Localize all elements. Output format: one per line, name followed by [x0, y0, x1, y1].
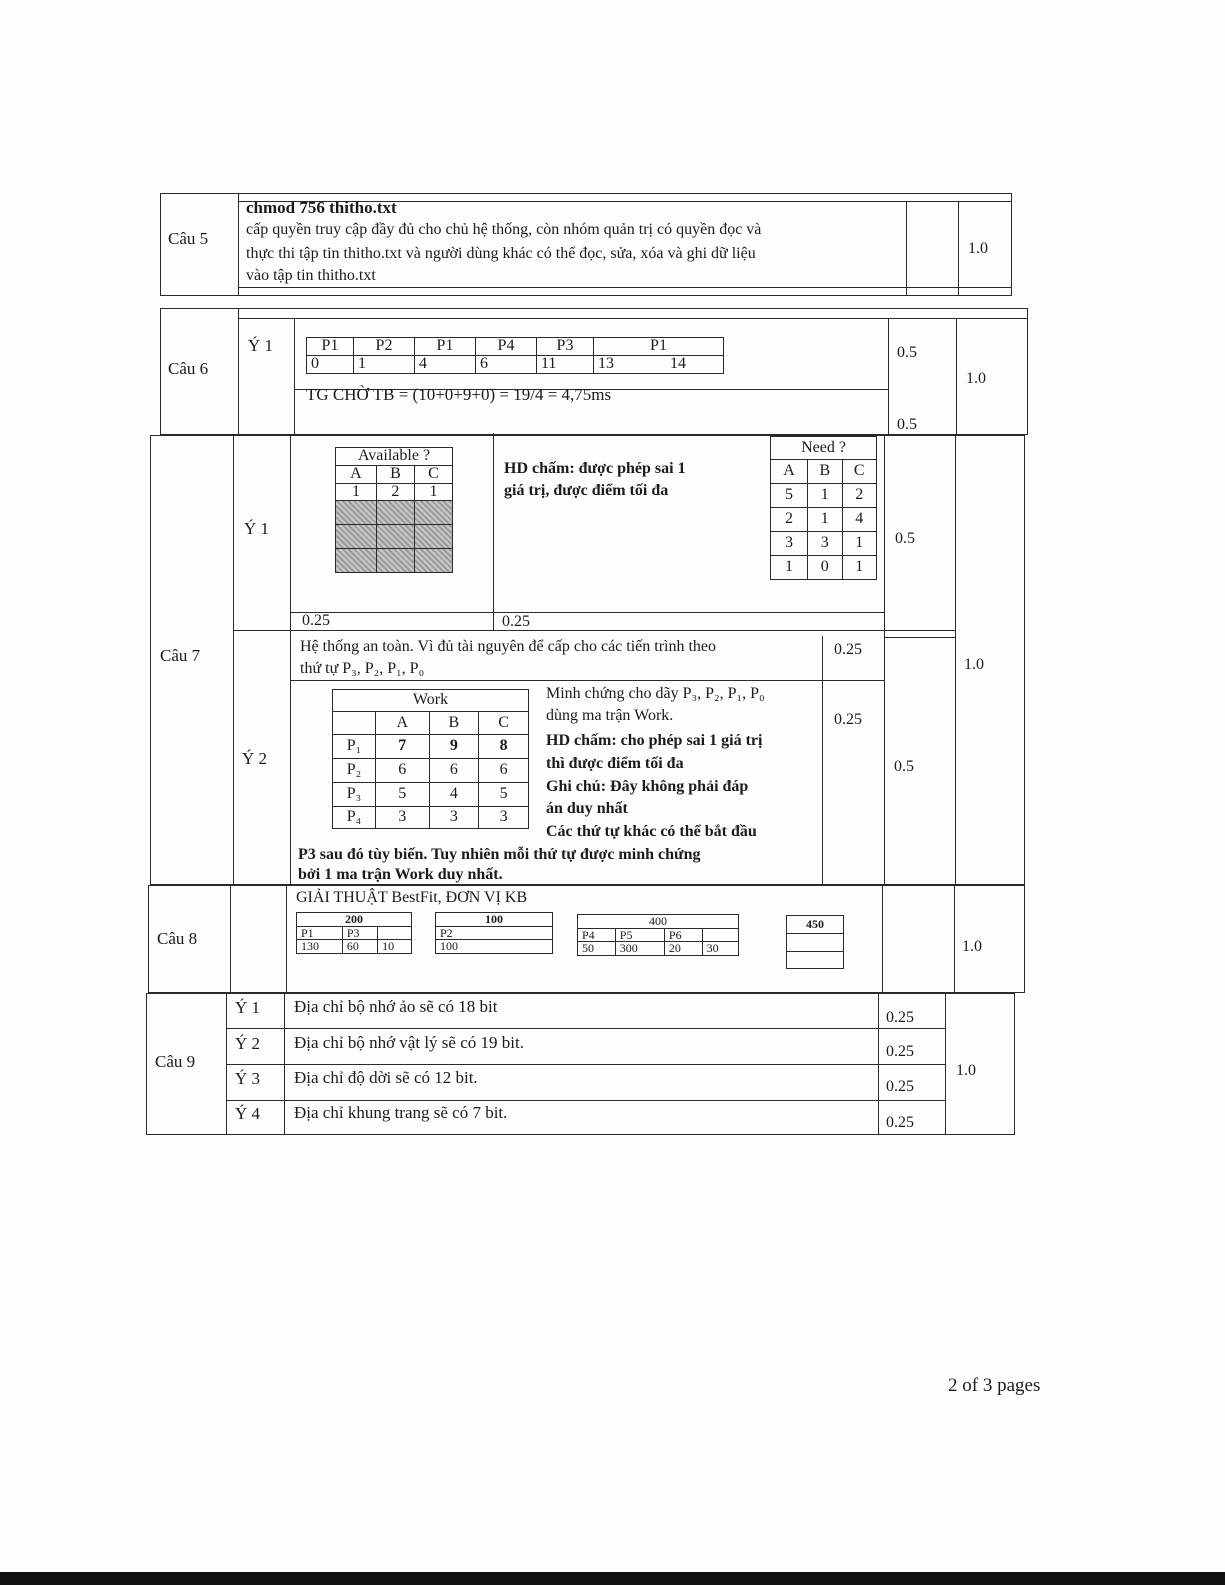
- q7-hd-line1: HD chấm: được phép sai 1: [504, 460, 686, 477]
- need-cell: 4: [842, 508, 877, 532]
- q7-score-a: 0.25: [302, 612, 330, 629]
- q5-command: chmod 756 thitho.txt: [246, 198, 397, 217]
- need-head: C: [842, 460, 877, 484]
- q7-label: Câu 7: [160, 646, 201, 665]
- block-proc: P5: [615, 928, 664, 942]
- work-proc: P₂: [333, 759, 376, 783]
- memory-block-100: [435, 912, 553, 954]
- need-cell: 0: [808, 556, 842, 580]
- block-val: 130: [297, 940, 343, 954]
- gantt-time: 13: [598, 354, 614, 372]
- block-proc: P3: [342, 926, 377, 940]
- gantt-proc: P3: [537, 338, 594, 356]
- q9-text: Địa chỉ bộ nhớ ảo sẽ có 18 bit: [294, 997, 498, 1016]
- q9-text: Địa chỉ độ dời sẽ có 12 bit.: [294, 1068, 478, 1087]
- q7-safe-line1: Hệ thống an toàn. Vì đủ tài nguyên để cấp cho các tiến trình theo: [300, 638, 717, 655]
- need-cell: 5: [771, 484, 808, 508]
- gantt-proc: P4: [476, 338, 537, 356]
- q7-proof-line1: Minh chứng cho dãy P₃, P₂, P₁, P₀: [546, 685, 765, 702]
- q7-sub2: Ý 2: [242, 749, 268, 768]
- need-head: A: [771, 460, 808, 484]
- q6-score1: 0.5: [897, 344, 917, 361]
- work-cell: 5: [376, 783, 430, 807]
- block-size: 400: [578, 915, 739, 929]
- block-size: 200: [297, 913, 412, 927]
- work-cell: 3: [479, 807, 529, 829]
- q7-total: 1.0: [964, 656, 984, 673]
- need-title: Need ?: [771, 437, 877, 460]
- block-size: 100: [436, 913, 553, 927]
- block-proc: P1: [297, 926, 343, 940]
- q7-score-y1: 0.5: [895, 530, 915, 547]
- q9-sub: Ý 1: [235, 998, 261, 1017]
- work-cell: 5: [479, 783, 529, 807]
- gantt-proc: P1: [594, 338, 724, 356]
- block-val: 30: [702, 942, 738, 956]
- block-val: 300: [615, 942, 664, 956]
- q9-sub: Ý 2: [235, 1034, 261, 1053]
- work-cell: 9: [429, 735, 479, 759]
- memory-block-200: [296, 912, 412, 954]
- available-cell: 1: [414, 483, 452, 501]
- gantt-time: 0: [307, 355, 354, 373]
- q5-answer-line3: vào tập tin thitho.txt: [246, 267, 376, 284]
- block-proc: P4: [578, 928, 616, 942]
- available-head: A: [336, 465, 377, 483]
- q7-hd-line2: giá trị, được điểm tối đa: [504, 482, 669, 499]
- work-cell: 3: [429, 807, 479, 829]
- block-proc: P6: [664, 928, 702, 942]
- gantt-time: 11: [537, 355, 594, 373]
- work-cell: 7: [376, 735, 430, 759]
- memory-block-400: [577, 914, 739, 956]
- q7-score-safe: 0.25: [834, 641, 862, 658]
- work-proc: P₁: [333, 735, 376, 759]
- need-cell: 3: [771, 532, 808, 556]
- available-head: C: [414, 465, 452, 483]
- gantt-proc: P1: [307, 338, 354, 356]
- work-cell: 6: [479, 759, 529, 783]
- need-cell: 1: [842, 532, 877, 556]
- gantt-time: 14: [670, 354, 686, 372]
- gantt-proc: P2: [354, 338, 415, 356]
- memory-block-450: [786, 915, 844, 969]
- q5-label: Câu 5: [168, 229, 209, 248]
- block-val: 60: [342, 940, 377, 954]
- q6-total: 1.0: [966, 370, 986, 387]
- available-table: [335, 447, 453, 573]
- work-title: Work: [333, 690, 529, 712]
- scan-edge: [0, 1572, 1225, 1585]
- q9-sub: Ý 4: [235, 1104, 261, 1123]
- q7-hd-line4: thì được điểm tối đa: [546, 755, 684, 772]
- available-head: B: [376, 465, 414, 483]
- available-title: Available ?: [336, 448, 453, 466]
- page-number: 2 of 3 pages: [948, 1375, 1041, 1396]
- gantt-time: 4: [415, 355, 476, 373]
- q6-score2: 0.5: [897, 416, 917, 433]
- q9-total: 1.0: [956, 1062, 976, 1079]
- available-cell: 2: [376, 483, 414, 501]
- block-val: 20: [664, 942, 702, 956]
- q9-text: Địa chỉ khung trang sẽ có 7 bit.: [294, 1103, 508, 1122]
- gantt-proc: P1: [415, 338, 476, 356]
- q9-label: Câu 9: [155, 1052, 196, 1071]
- block-val: 10: [378, 940, 412, 954]
- q5-answer-line2: thực thi tập tin thitho.txt và người dùng khác có thể đọc, sửa, xóa và ghi dữ liệu: [246, 245, 756, 262]
- gantt-time: 1: [354, 355, 415, 373]
- q7-hd-line3: HD chấm: cho phép sai 1 giá trị: [546, 732, 763, 749]
- gantt-time: 6: [476, 355, 537, 373]
- q6-label: Câu 6: [168, 359, 209, 378]
- work-head: A: [376, 712, 430, 735]
- block-proc: [378, 926, 412, 940]
- q9-text: Địa chỉ bộ nhớ vật lý sẽ có 19 bit.: [294, 1033, 524, 1052]
- work-head: B: [429, 712, 479, 735]
- block-proc: P2: [436, 926, 553, 940]
- work-cell: 4: [429, 783, 479, 807]
- need-cell: 1: [808, 484, 842, 508]
- block-size: 450: [787, 916, 844, 934]
- available-cell: 1: [336, 483, 377, 501]
- q7-score-work: 0.25: [834, 711, 862, 728]
- work-cell: 6: [376, 759, 430, 783]
- need-table: [770, 436, 877, 580]
- q8-total: 1.0: [962, 938, 982, 955]
- need-cell: 1: [842, 556, 877, 580]
- need-cell: 2: [842, 484, 877, 508]
- work-proc: P₄: [333, 807, 376, 829]
- q9-sub: Ý 3: [235, 1069, 261, 1088]
- need-cell: 2: [771, 508, 808, 532]
- q9-score: 0.25: [886, 1009, 914, 1026]
- q9-score: 0.25: [886, 1114, 914, 1131]
- q7-note-line3: Các thứ tự khác có thể bắt đầu: [546, 823, 757, 840]
- block-proc: [702, 928, 738, 942]
- need-cell: 3: [808, 532, 842, 556]
- work-cell: 3: [376, 807, 430, 829]
- q6-sub: Ý 1: [248, 336, 274, 355]
- q5-answer-line1: cấp quyền truy cập đầy đủ cho chủ hệ thống, còn nhóm quản trị có quyền đọc và: [246, 221, 762, 238]
- q8-label: Câu 8: [157, 929, 198, 948]
- q9-score: 0.25: [886, 1078, 914, 1095]
- q5-total: 1.0: [968, 240, 988, 257]
- work-table: [332, 689, 529, 829]
- need-cell: 1: [771, 556, 808, 580]
- q7-sub1: Ý 1: [244, 519, 270, 538]
- need-head: B: [808, 460, 842, 484]
- q7-note-line1: Ghi chú: Đây không phải đáp: [546, 778, 749, 795]
- q7-note-line2: án duy nhất: [546, 800, 628, 817]
- q6-formula: TG CHỜ TB = (10+0+9+0) = 19/4 = 4,75ms: [306, 385, 612, 404]
- q7-score-y2: 0.5: [894, 758, 914, 775]
- q7-score-b: 0.25: [502, 613, 530, 630]
- q7-note-line4: P3 sau đó tùy biến. Tuy nhiên mỗi thứ tự được minh chứng: [298, 846, 701, 863]
- block-val: 50: [578, 942, 616, 956]
- q7-safe-line2: thứ tự P₃, P₂, P₁, P₀: [300, 660, 425, 677]
- gantt-chart: [306, 337, 724, 374]
- block-val: 100: [436, 940, 553, 954]
- q9-score: 0.25: [886, 1043, 914, 1060]
- q7-note-line5: bởi 1 ma trận Work duy nhất.: [298, 866, 503, 883]
- work-head: C: [479, 712, 529, 735]
- work-cell: 8: [479, 735, 529, 759]
- q8-title: GIẢI THUẬT BestFit, ĐƠN VỊ KB: [296, 889, 528, 906]
- work-proc: P₃: [333, 783, 376, 807]
- work-cell: 6: [429, 759, 479, 783]
- q7-proof-line2: dùng ma trận Work.: [546, 707, 674, 724]
- need-cell: 1: [808, 508, 842, 532]
